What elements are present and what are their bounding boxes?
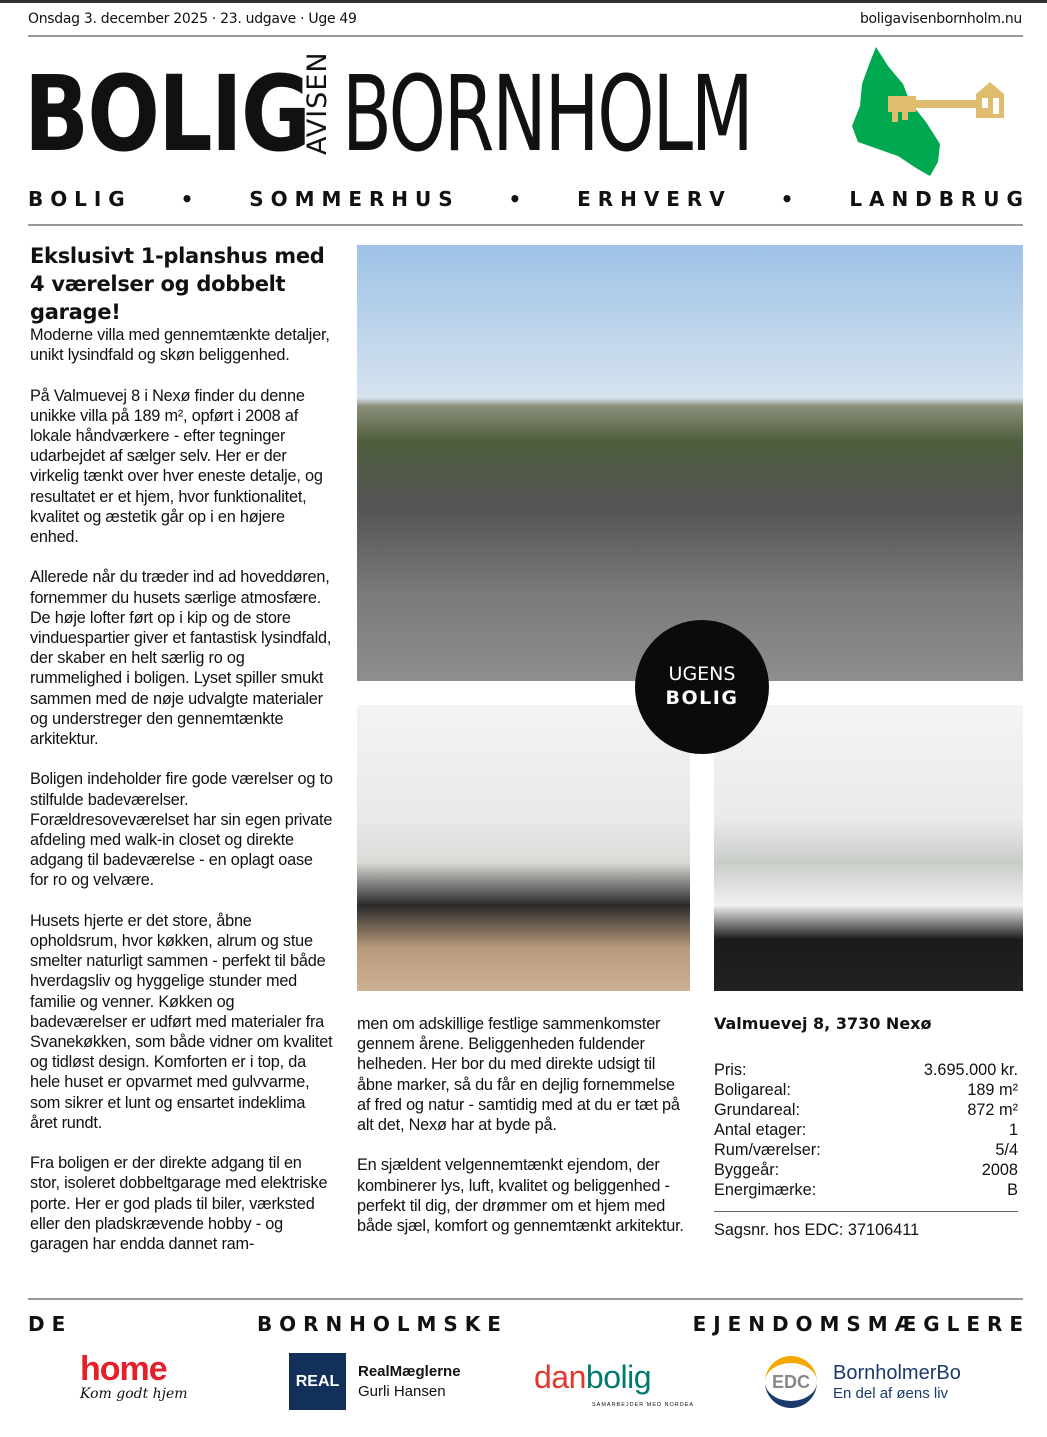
fact-label: Rum/værelser: [714,1141,821,1159]
fact-label: Antal etager: [714,1121,807,1139]
brand-bornholm: BORNHOLM [342,53,752,175]
paragraph: Fra boligen er der direkte adgang til en stor, isoleret dobbeltgarage med elektriske porte. Her er god plads til biler, værksted eller den pladskrævende hobby - og garagen har endda dannet ram- [30,1154,328,1254]
separator: • [180,187,194,211]
paragraph: Moderne villa med gennemtænkte detaljer, unikt lysindfald og skøn beliggenhed. [30,326,330,365]
dateline: Onsdag 3. december 2025 · 23. udgave · Uge 49 [28,11,357,27]
separator: • [508,187,522,211]
real-sub: Gurli Hansen [358,1382,446,1400]
danbolig-logo[interactable] [534,1360,694,1408]
badge-line2: BOLIG [665,687,739,709]
title-part: E J E N D O M S M Æ G L E R E [692,1312,1023,1336]
category-sommerhus: S O M M E R H U S [249,187,453,211]
edc-name: BornholmerBo [833,1362,961,1384]
top-border [0,0,1047,3]
brand-bolig: BOLIG [24,53,310,175]
fact-label: Byggeår: [714,1161,780,1179]
fact-value: B [1007,1181,1018,1199]
fact-row [714,1180,1018,1200]
danbolig-sub: SAMARBEJDER MED NORDEA [592,1402,695,1408]
fact-label: Boligareal: [714,1081,791,1099]
category-landbrug: L A N D B R U G [849,187,1023,211]
paragraph: En sjældent velgennemtænkt ejendom, der kombinerer lys, luft, kvalitet og beliggenhed - perfekt til dig, der drømmer om et hjem med både sjæl, komfort og gennemtænkt arkitektur. [357,1156,684,1236]
website-link[interactable]: boligavisenbornholm.nu [859,11,1022,27]
dan: dan [534,1359,586,1395]
home-wordmark: home [80,1350,167,1388]
bornholm-key-logo-icon [848,44,1010,180]
article-column-middle [357,1014,690,1256]
agents-title [28,1312,1023,1336]
edc-bornholmerbo-logo[interactable] [765,1356,961,1408]
edc-sub: En del af øens liv [833,1385,949,1402]
fact-value: 3.695.000 kr. [923,1061,1018,1079]
fact-row [714,1140,1018,1160]
bolig: bolig [585,1359,651,1395]
home-tagline: Kom godt hjem [80,1386,188,1402]
title-part: D E [28,1312,66,1336]
listing-address: Valmuevej 8, 3730 Nexø [714,1014,932,1033]
fact-label: Energimærke: [714,1181,817,1199]
fact-row [714,1160,1018,1180]
paragraph: men om adskillige festlige sammenkomster gennem årene. Beliggenheden fuldender helheden. Her bor du med direkte udsigt til åbne marker, så du får en dejlig fornemmelse af fred og natur - samtidig med at du er tæt på alt det, Nexø har at byde på. [357,1015,680,1135]
category-erhverv: E R H V E R V [577,187,725,211]
ugens-bolig-badge [635,620,769,754]
badge-line1: UGENS [668,663,736,685]
divider [28,224,1023,226]
house-exterior-photo [357,245,1023,681]
fact-value: 2008 [981,1161,1018,1179]
fact-row [714,1120,1018,1140]
category-bolig: B O L I G [28,187,125,211]
realmaeglerne-logo[interactable] [289,1353,461,1410]
real-name: RealMæglerne [358,1362,461,1380]
article-headline: Ekslusivt 1-planshus med 4 værelser og dobbelt garage! [30,244,325,324]
divider [28,1298,1023,1300]
separator: • [780,187,794,211]
listing-facts [714,1060,1018,1200]
fact-label: Grundareal: [714,1101,800,1119]
title-part: B O R N H O L M S K E [256,1312,501,1336]
edc-mark: EDC [765,1356,817,1408]
divider [714,1211,1018,1212]
article-column-left [30,325,335,1274]
fact-row [714,1100,1018,1120]
category-bar [28,187,1023,211]
divider [28,35,1023,37]
fact-value: 5/4 [995,1141,1018,1159]
paragraph: Allerede når du træder ind ad hoveddøren, fornemmer du husets særlige atmosfære. De høje lofter ført op i kip og de store vinduespartier giver et fantastisk lysindfald, der skaber en helt særlig ro og rummelighed i boligen. Lyset spiller smukt sammen med de nøje udvalgte materialer og understreger den gennemtænkte arkitektur. [30,568,332,749]
paragraph: På Valmuevej 8 i Nexø finder du denne unikke villa på 189 m², opført i 2008 af lokale håndværkere - efter tegninger udarbejdet af sælger selv. Her er der virkelig tænkt over hver eneste detalje, og resultatet er et hjem, hvor funktionalitet, kvalitet og æstetik går op i en højere enhed. [30,386,323,547]
fact-value: 872 m² [967,1101,1018,1119]
home-logo[interactable] [80,1352,188,1402]
fact-label: Pris: [714,1061,747,1079]
paragraph: Husets hjerte er det store, åbne opholdsrum, hvor køkken, alrum og stue smelter naturligt sammen - perfekt til både hverdagsliv og hyggelige stunder med familie og venner. Køkken og badeværelser er udført med materialer fra Svanekøkken, som både vidner om kvalitet og tidløst design. Komforten er i top, da hele huset er opvarmet med gulvvarme, som sikrer et lunt og ensartet indeklima året rundt. [30,911,333,1132]
brand-avisen: AVISEN [302,51,333,155]
case-number: Sagsnr. hos EDC: 37106411 [714,1221,920,1239]
living-room-photo [357,705,690,991]
paragraph: Boligen indeholder fire gode værelser og to stilfulde badeværelser. Forældresoveværelset har sin egen private afdeling med walk-in closet og direkte adgang til badeværelse - en oplagt oase for ro og velvære. [30,770,333,890]
fact-value: 1 [1008,1121,1018,1139]
real-box: REAL [289,1353,346,1410]
fact-row [714,1080,1018,1100]
fact-row [714,1060,1018,1080]
fact-value: 189 m² [967,1081,1018,1099]
kitchen-photo [714,705,1023,991]
